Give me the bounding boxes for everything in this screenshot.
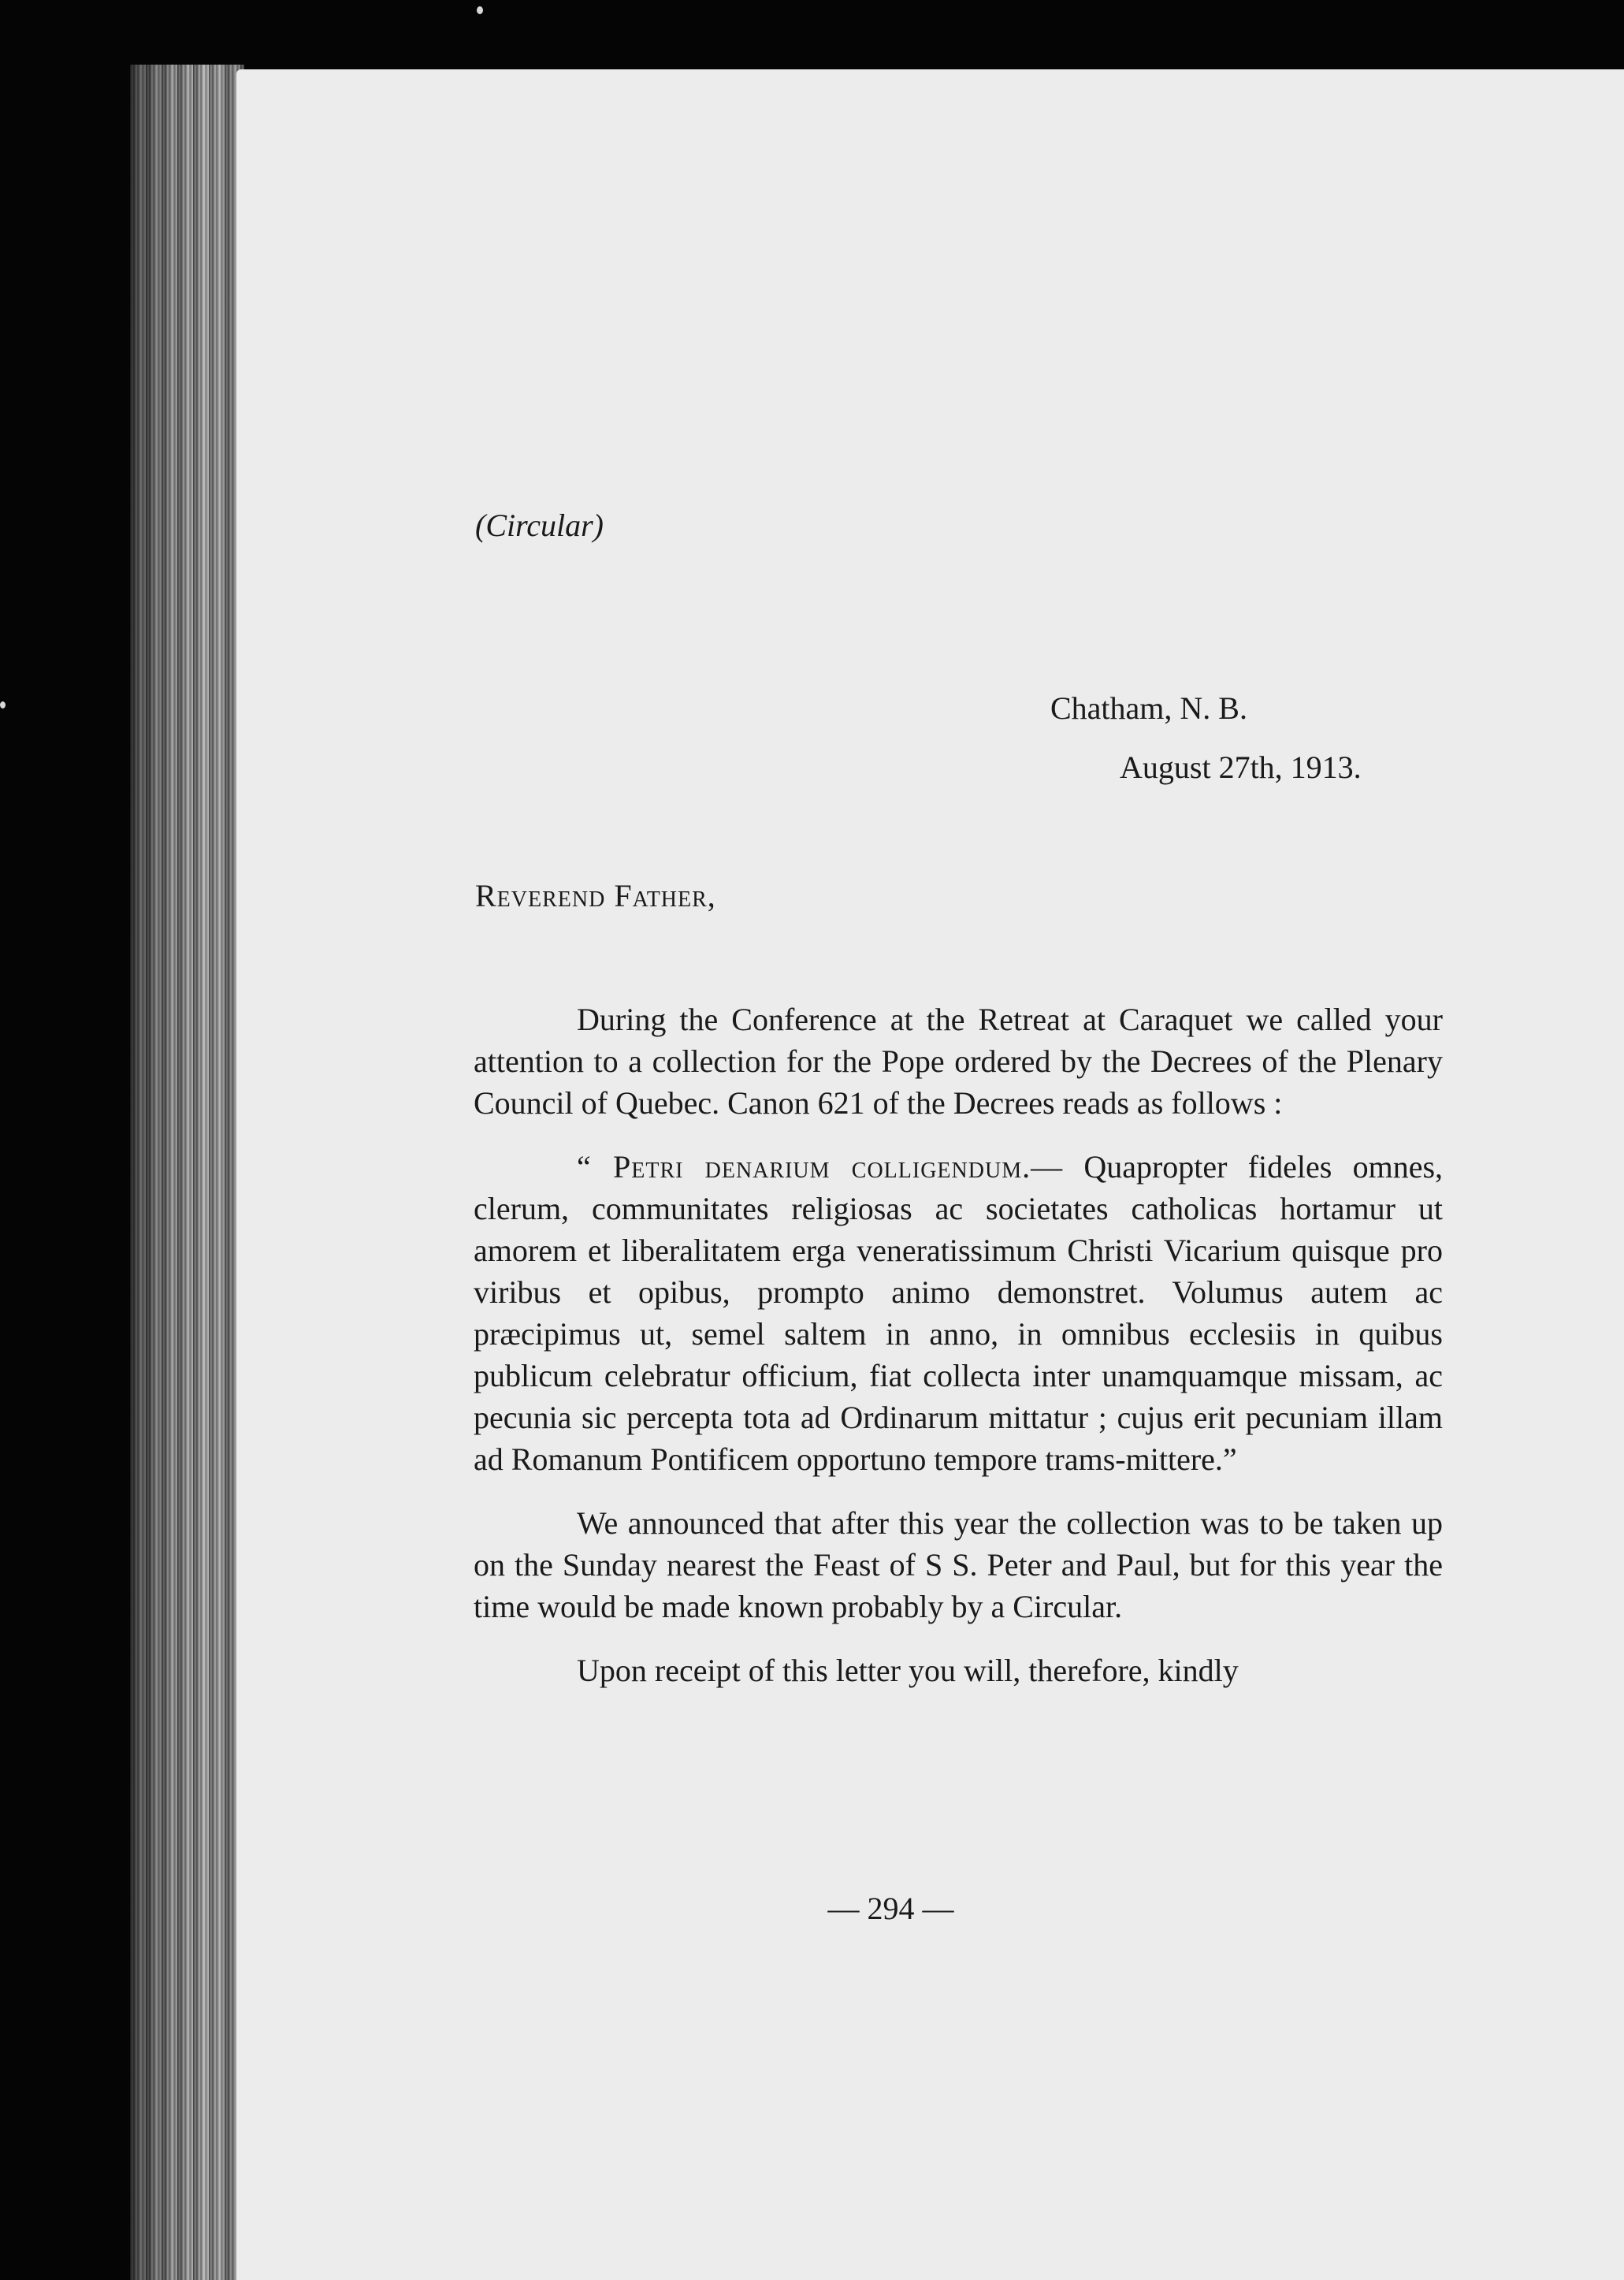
paragraph-quote xyxy=(474,1146,1443,1480)
dateline-date: August 27th, 1913. xyxy=(1120,749,1362,785)
page-number: — 294 — xyxy=(827,1891,954,1926)
salutation: Reverend Father, xyxy=(475,878,716,913)
paragraph-4: Upon receipt of this letter you will, therefore, kindly xyxy=(577,1653,1239,1688)
scan-speck xyxy=(0,701,6,709)
letter-body xyxy=(474,999,1443,1713)
paragraph-3: We announced that after this year the collection was to be taken up on the Sunday nearest the Feast of S S. Peter and Paul, but for this year the time would be made known probably by a Circular. xyxy=(474,1505,1443,1624)
quote-text: Quapropter fideles omnes, clerum, communitates religiosas ac societates catholicas hortamur ut amorem et liberalitatem erga veneratissimum Christi Vicarium quisque pro viribus et opibus, prompto animo demonstret. Volumus autem ac præcipimus ut, semel saltem in anno, in omnibus ecclesiis in quibus publicum celebratur officium, fiat collecta inter unamquamque missam, ac pecunia sic percepta tota ad Ordinarum mittatur ; cujus erit pecuniam illam ad Romanum Pontificem opportuno tempore trams-mittere.” xyxy=(474,1149,1444,1477)
paragraph-1: During the Conference at the Retreat at Caraquet we called your attention to a collection for the Pope ordered by the Decrees of the Plenary Council of Quebec. Canon 621 of the Decrees reads as follows : xyxy=(474,1002,1443,1121)
book-page-edges xyxy=(130,65,244,2280)
circular-label: (Circular) xyxy=(475,508,604,543)
scan-speck xyxy=(477,6,483,14)
circular-heading xyxy=(475,504,604,546)
quote-lead: “ Petri denarium colligendum.— xyxy=(577,1149,1064,1185)
dateline-place: Chatham, N. B. xyxy=(1050,690,1247,726)
